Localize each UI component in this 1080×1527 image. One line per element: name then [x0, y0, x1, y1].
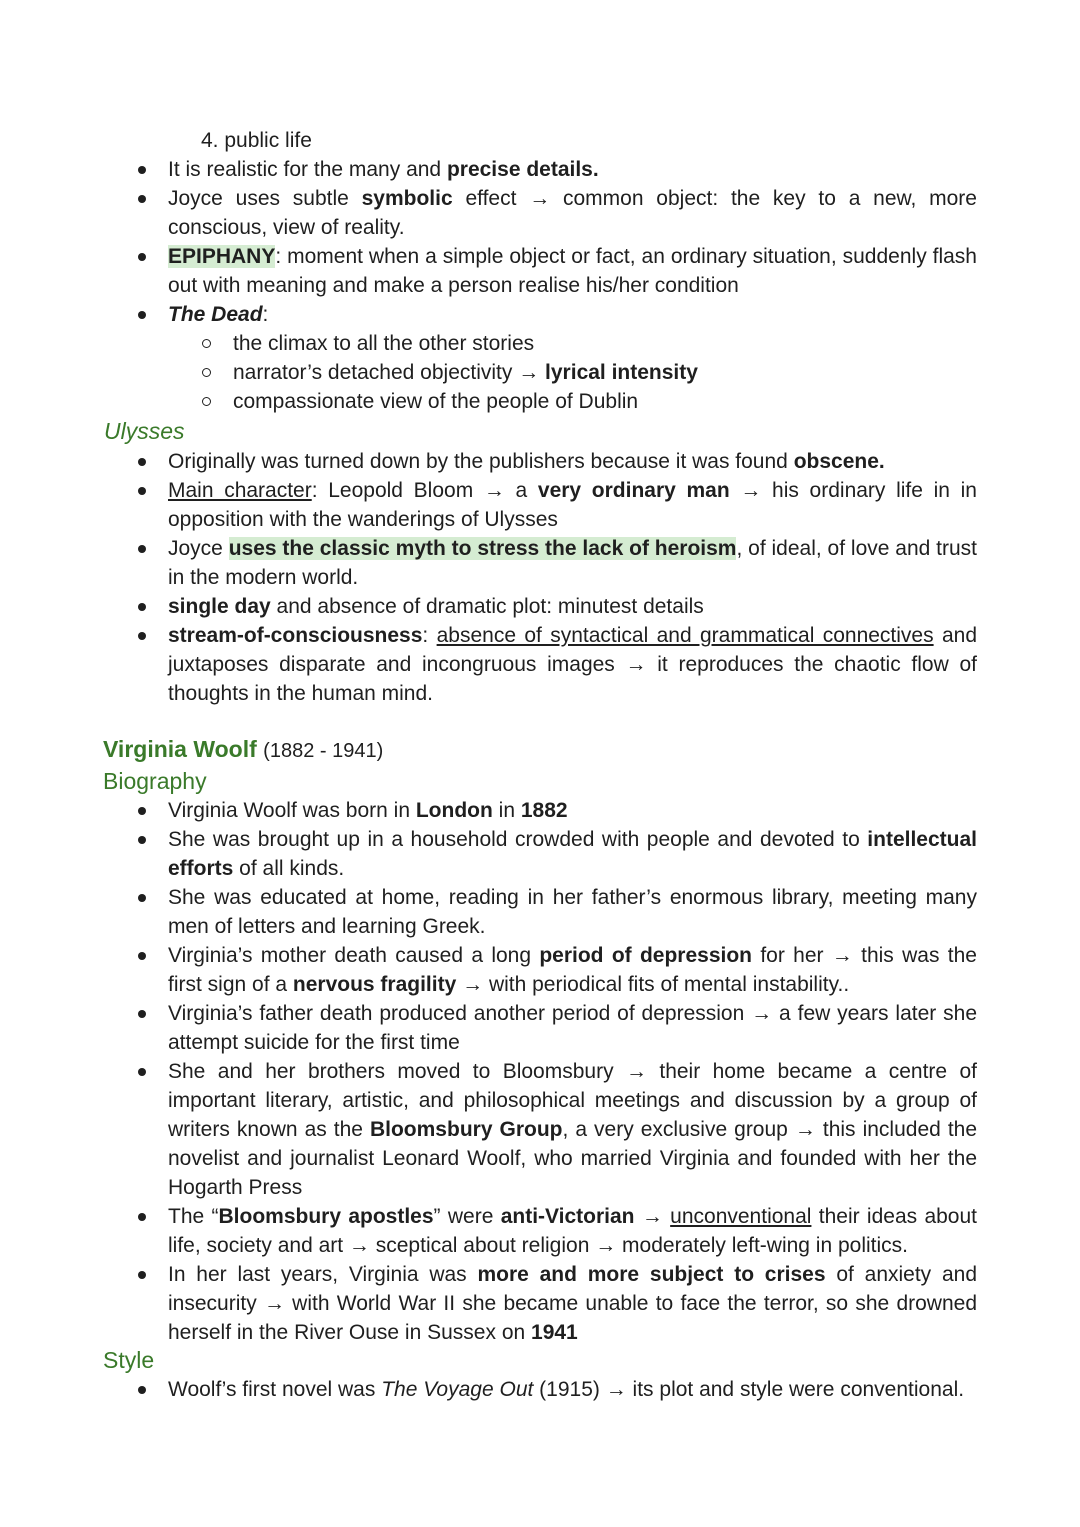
list-item: She and her brothers moved to Bloomsbury → their home became a centre of important literary, artistic, and philosophical meetings and discussion by a group of writers known as the Bloomsbury Group, a very exclusive group → this included the novelist and journalist Leonard Woolf, who married Virginia and founded with her the Hogarth Press	[168, 1057, 977, 1202]
woolf-name: Virginia Woolf	[103, 736, 257, 762]
list-item: stream-of-consciousness: absence of syntactical and grammatical connectives and juxtaposes disparate and incongruous images → it reproduces the chaotic flow of thoughts in the human mind.	[168, 621, 977, 708]
the-dead-title: The Dead	[168, 303, 263, 326]
joyce-bullet-list	[168, 155, 977, 329]
woolf-years: (1882 - 1941)	[263, 740, 384, 762]
list-item: Originally was turned down by the publishers because it was found obscene.	[168, 447, 977, 476]
woolf-heading	[103, 735, 383, 766]
list-item: Virginia’s father death produced another period of depression → a few years later she attempt suicide for the first time	[168, 999, 977, 1057]
list-item: Joyce uses the classic myth to stress the lack of heroism, of ideal, of love and trust in the modern world.	[168, 534, 977, 592]
biography-bullet-list	[168, 796, 977, 1347]
ulysses-heading: Ulysses	[104, 418, 185, 444]
list-item: Main character: Leopold Bloom → a very ordinary man → his ordinary life in in opposition with the wanderings of Ulysses	[168, 476, 977, 534]
voyage-out-title: The Voyage Out	[381, 1378, 534, 1401]
list-item: The “Bloomsbury apostles” were anti-Victorian → unconventional their ideas about life, society and art → sceptical about religion → moderately left-wing in politics.	[168, 1202, 977, 1260]
list-item: the climax to all the other stories	[233, 329, 698, 358]
list-item: Virginia Woolf was born in London in 1882	[168, 796, 977, 825]
list-item: Woolf’s first novel was The Voyage Out (1915) → its plot and style were conventional.	[168, 1375, 977, 1404]
numbered-item-public-life: 4. public life	[201, 129, 312, 152]
biography-heading: Biography	[103, 768, 207, 794]
list-item: Joyce uses subtle symbolic effect → common object: the key to a new, more conscious, view of reality.	[168, 184, 977, 242]
list-item: narrator’s detached objectivity → lyrical intensity	[233, 358, 698, 387]
highlighted-phrase: uses the classic myth to stress the lack of heroism	[228, 537, 737, 560]
ulysses-bullet-list	[168, 447, 977, 708]
style-bullet-list	[168, 1375, 977, 1404]
list-item: Virginia’s mother death caused a long period of depression for her → this was the first sign of a nervous fragility → with periodical fits of mental instability..	[168, 941, 977, 999]
the-dead-sublist	[233, 329, 698, 416]
list-item: compassionate view of the people of Dublin	[233, 387, 698, 416]
list-item: She was brought up in a household crowded with people and devoted to intellectual efforts of all kinds.	[168, 825, 977, 883]
list-item: She was educated at home, reading in her father’s enormous library, meeting many men of letters and learning Greek.	[168, 883, 977, 941]
list-item: single day and absence of dramatic plot: minutest details	[168, 592, 977, 621]
list-item: It is realistic for the many and precise details.	[168, 155, 977, 184]
epiphany-term: EPIPHANY	[168, 245, 276, 268]
style-heading: Style	[103, 1347, 155, 1373]
list-item: EPIPHANY: moment when a simple object or fact, an ordinary situation, suddenly flash out with meaning and make a person realise his/her condition	[168, 242, 977, 300]
list-item: In her last years, Virginia was more and more subject to crises of anxiety and insecurity → with World War II she became unable to face the terror, so she drowned herself in the River Ouse in Sussex on 1941	[168, 1260, 977, 1347]
list-item: The Dead:	[168, 300, 977, 329]
